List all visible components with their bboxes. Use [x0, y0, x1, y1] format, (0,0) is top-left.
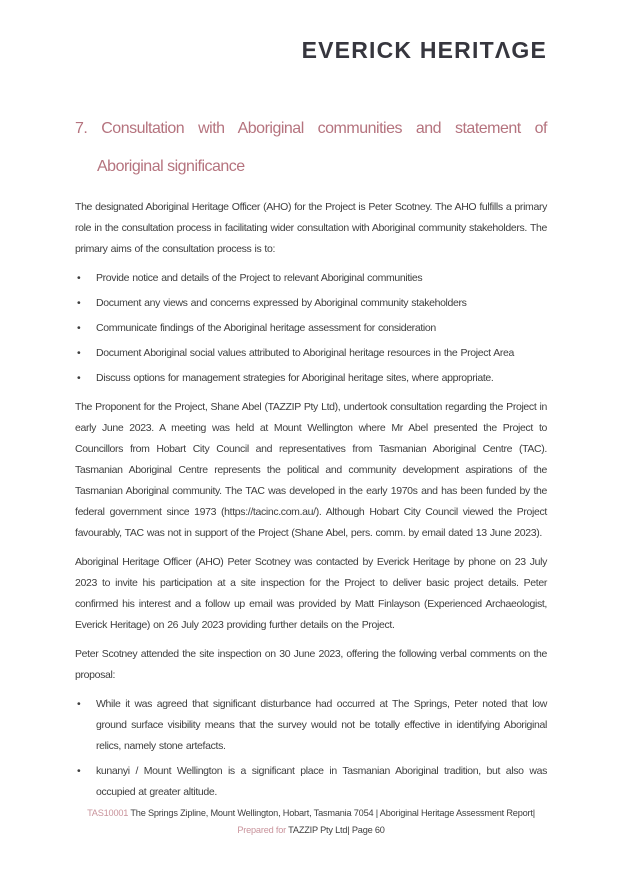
page-content — [0, 117, 622, 803]
bullet-list-verbal-comments — [75, 694, 547, 803]
list-item: • Document any views and concerns expressed by Aboriginal community stakeholders — [75, 293, 547, 314]
bullet-list-consultation-aims — [75, 268, 547, 389]
paragraph-site-inspection: Peter Scotney attended the site inspection on 30 June 2023, offering the following verbal comments on the proposal: — [75, 648, 547, 681]
section-heading — [75, 117, 547, 179]
list-item: • Communicate findings of the Aboriginal heritage assessment for consideration — [75, 318, 547, 339]
list-item: • While it was agreed that significant disturbance had occurred at The Springs, Peter noted that low ground surface visibility means that the survey would not be totally effective in identifying Aboriginal relics, namely stone artefacts. — [75, 694, 547, 757]
paragraph-aho-introduction: The designated Aboriginal Heritage Officer (AHO) for the Project is Peter Scotney. The AHO fulfills a primary role in the consultation process in facilitating wider consultation with Aboriginal community stakeholders. The primary aims of the consultation process is to: — [75, 201, 547, 255]
list-item: • kunanyi / Mount Wellington is a significant place in Tasmanian Aboriginal tradition, but also was occupied at greater altitude. — [75, 761, 547, 803]
section-heading-line2: Aboriginal significance — [97, 158, 245, 175]
footer-prepared-label: Prepared for — [237, 825, 286, 835]
section-heading-line1: 7. Consultation with Aboriginal communities and statement of — [75, 120, 547, 137]
list-item: • Document Aboriginal social values attributed to Aboriginal heritage resources in the Project Area — [75, 343, 547, 364]
footer-line1 — [0, 805, 622, 822]
footer-line2 — [0, 822, 622, 839]
list-item: • Provide notice and details of the Project to relevant Aboriginal communities — [75, 268, 547, 289]
paragraph-aho-contact: Aboriginal Heritage Officer (AHO) Peter Scotney was contacted by Everick Heritage by phone on 23 July 2023 to invite his participation at a site inspection for the Project to deliver basic project details. Peter confirmed his interest and a follow up email was provided by Matt Finlayson (Experienced Archaeologist, Everick Heritage) on 26 July 2023 providing further details on the Project. — [75, 556, 547, 631]
paragraph-proponent-consultation: The Proponent for the Project, Shane Abel (TAZZIP Pty Ltd), undertook consultation regarding the Project in early June 2023. A meeting was held at Mount Wellington where Mr Abel presented the Project to Councillors from Hobart City Council and representatives from Tasmanian Aboriginal Centre (TAC). Tasmanian Aboriginal Centre represents the political and community development aspirations of the Tasmanian Aboriginal community. The TAC was developed in the early 1970s and has been funded by the federal government since 1973 (https://tacinc.com.au/). Although Hobart City Council viewed the Project favourably, TAC was not in support of the Project (Shane Abel, pers. comm. by email dated 13 June 2023). — [75, 401, 547, 539]
footer-report-title: The Springs Zipline, Mount Wellington, Hobart, Tasmania 7054 | Aboriginal Heritage Assessment Report| — [128, 808, 535, 818]
list-item: • Discuss options for management strategies for Aboriginal heritage sites, where appropriate. — [75, 368, 547, 389]
footer-prepared-for: TAZZIP Pty Ltd| Page 60 — [285, 825, 385, 835]
footer-project-code: TAS10001 — [87, 808, 129, 818]
everick-heritage-logo: EVERICK HERITΛGE — [301, 37, 547, 63]
page-footer — [0, 805, 622, 839]
